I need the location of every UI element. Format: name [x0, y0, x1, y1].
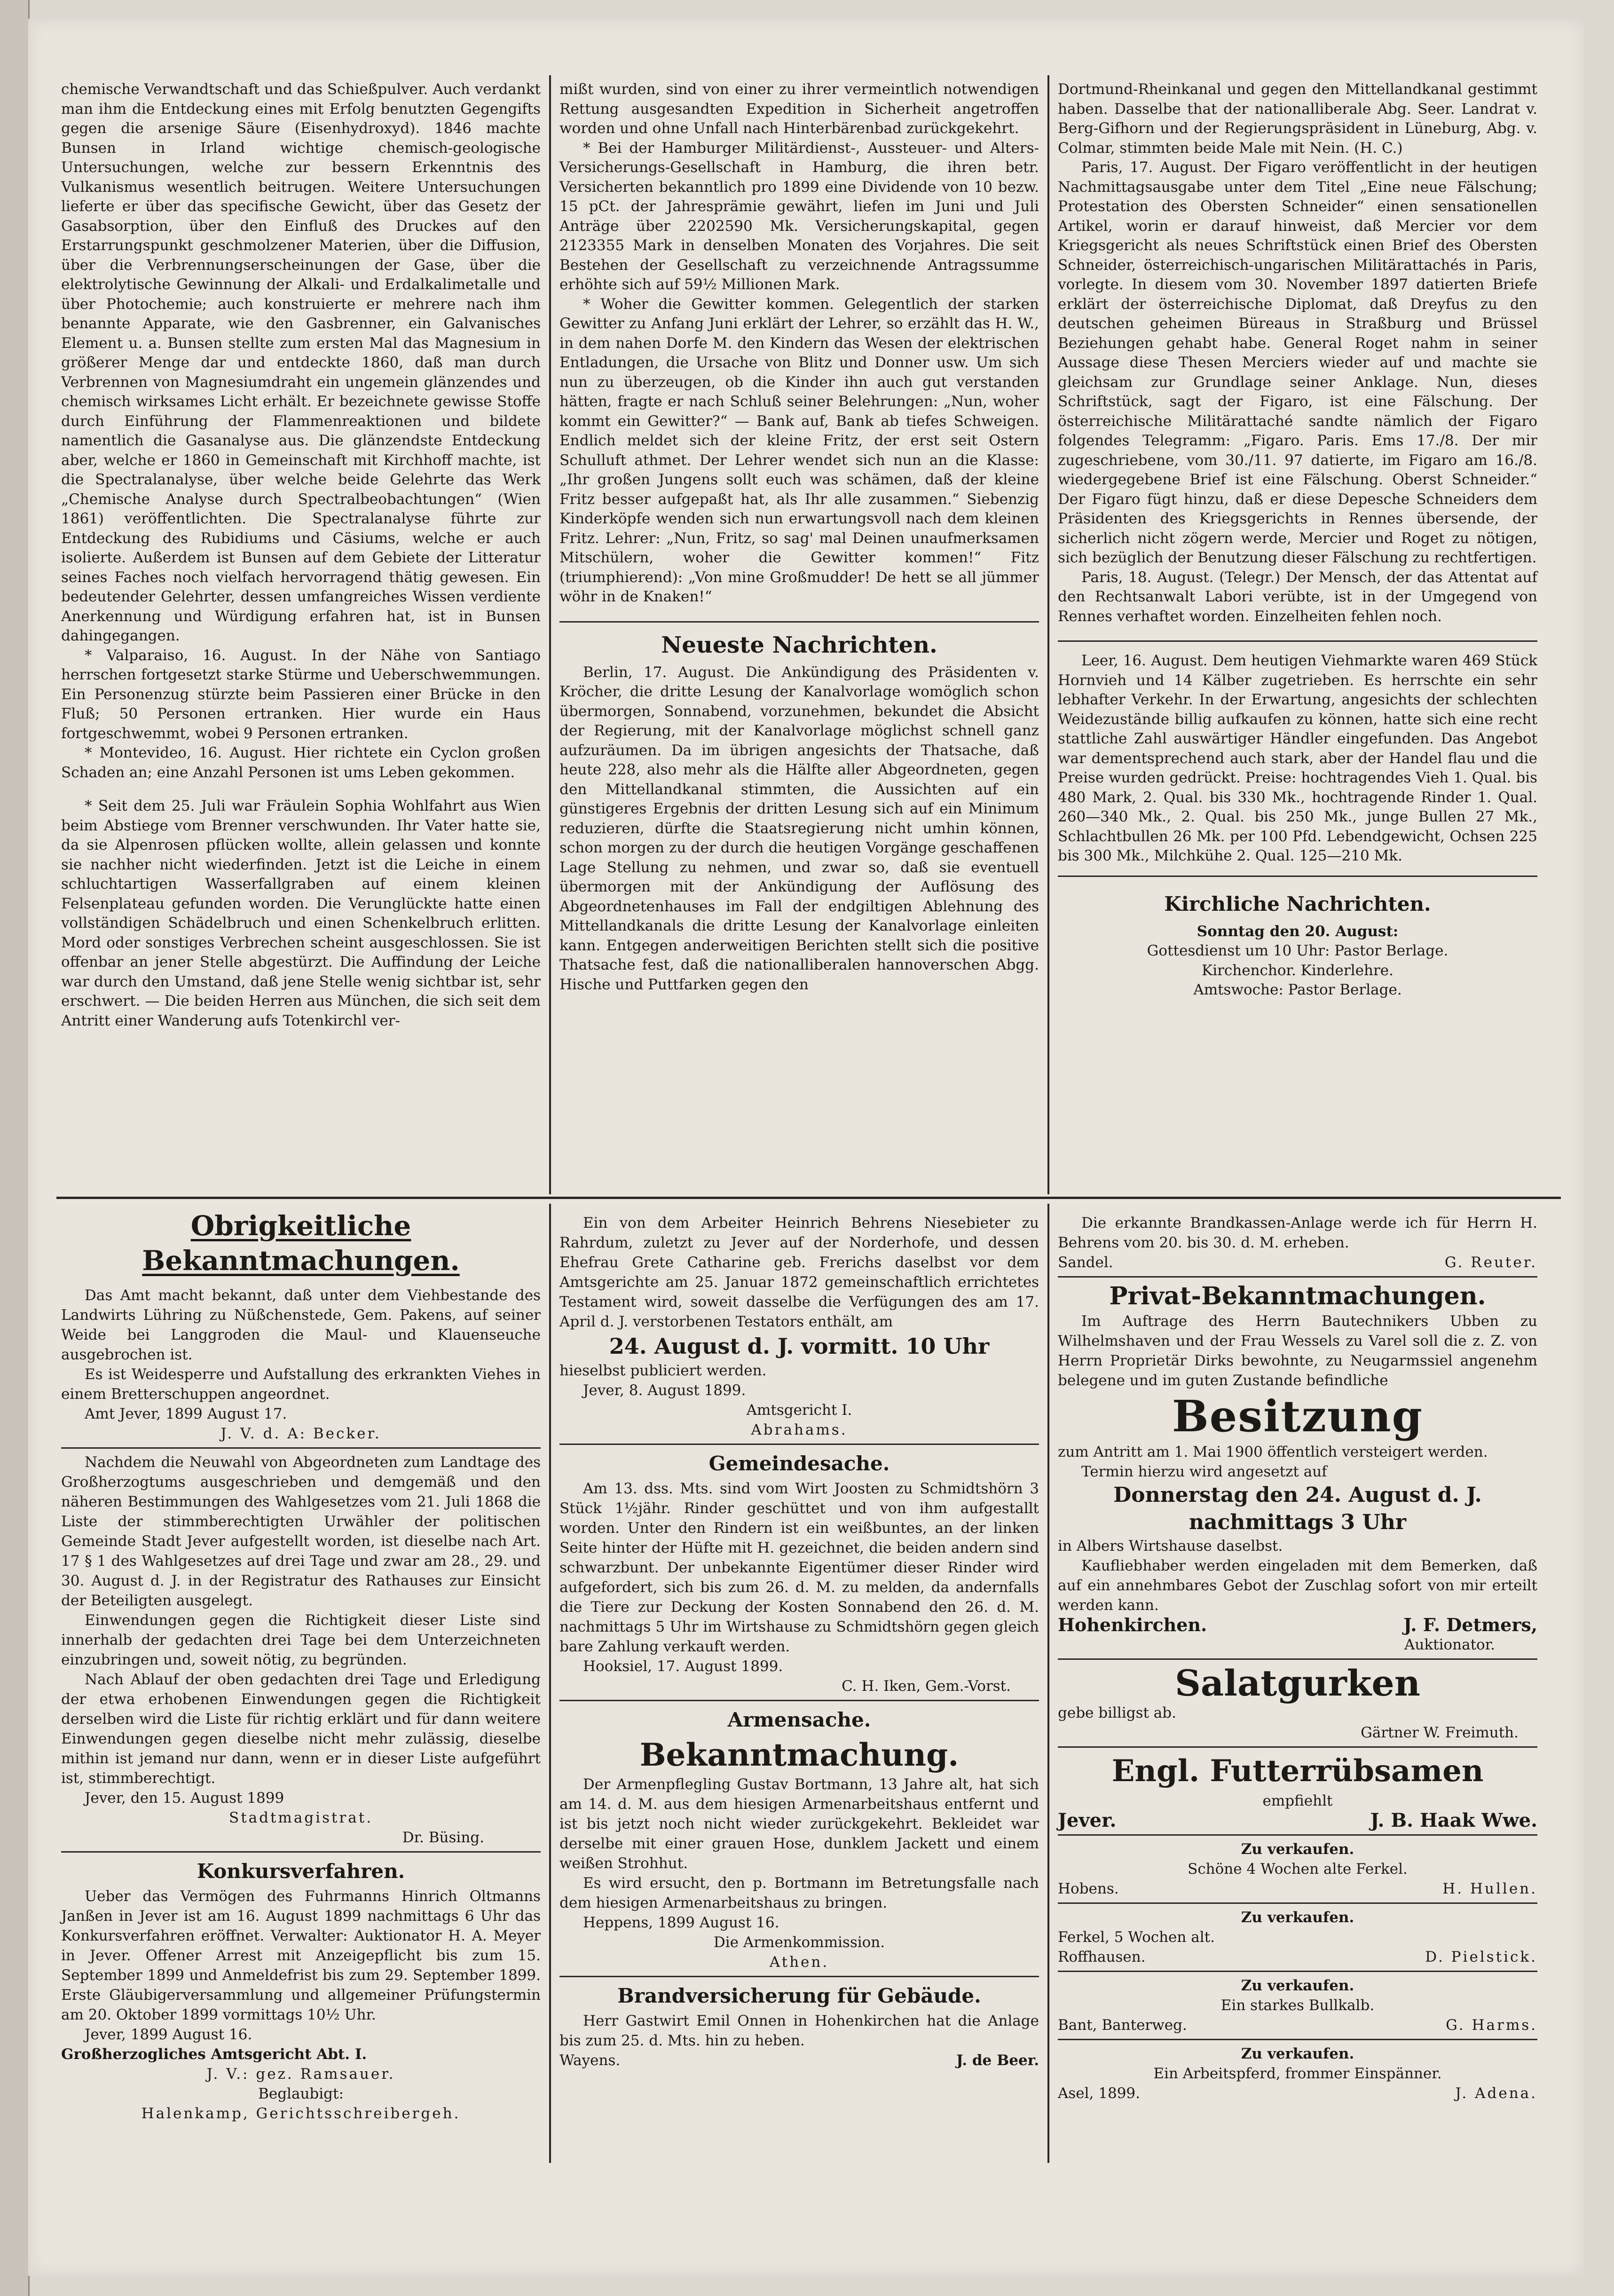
article-brenner-end: mißt wurden, sind von einer zu ihrer vermeintlich notwendigen Rettung ausgesandten Expedition in Sicherheit angetroffen worden und ohne Unfall nach Hinterbärenbad zurückgekehrt.: [559, 81, 1039, 137]
notice-konkurs: [61, 1851, 541, 2123]
notice-armen-sign: Athen.: [769, 1954, 829, 1971]
heading-zu-verkaufen: Zu verkaufen.: [1241, 2045, 1354, 2062]
notice-brand2-sign: G. Reuter.: [1444, 1254, 1537, 1271]
heading-salatgurken: Salatgurken: [1174, 1662, 1421, 1704]
notice-konkurs-text: Ueber das Vermögen des Fuhrmanns Hinrich Oltmanns Janßen in Jever ist am 16. August 1899 nachmittags 6 Uhr das Konkursverfahren eröffnet. Verwalter: Auktionator H. A. Meyer in Jever. Offener Arrest mit Anzeigepflicht bis zum 15. September 1899 und Anmeldefrist bis zum 29. September 1899. Erste Gläubigerversammlung und allgemeiner Prüfungstermin am 20. Oktober 1899 vormittags 10½ Uhr.: [61, 1888, 541, 2023]
newspaper-page: [28, 19, 1584, 2276]
column-divider: [549, 75, 551, 1194]
ads-column-1: [61, 1208, 541, 2123]
notice-gemeinde-sign: C. H. Iken, Gem.-Vorst.: [842, 1678, 1011, 1695]
heading-bekanntmachung: Bekanntmachung.: [639, 1736, 959, 1773]
notice-brand2: [1058, 1213, 1537, 1272]
notice-testament-sign: Abrahams.: [751, 1421, 848, 1438]
notice-privat-role: Auktionator.: [1404, 1636, 1495, 1653]
page-fold: [0, 0, 30, 2296]
ad-verkauf-text: Ein starkes Bullkalb.: [1220, 1997, 1375, 2014]
article-montevideo: * Montevideo, 16. August. Hier richtete ein Cyclon großen Schaden an; eine Anzahl Personen ist ums Leben gekommen.: [61, 744, 541, 781]
notice-seuche-sign: J. V. d. A: Becker.: [220, 1425, 381, 1442]
heading-konkurs: Konkursverfahren.: [197, 1860, 405, 1883]
notice-testament-date: Jever, 8. August 1899.: [583, 1382, 746, 1399]
ad-verkauf-sign: G. Harms.: [1446, 2017, 1537, 2034]
heading-armensache: Armensache.: [727, 1708, 871, 1731]
ads-column-3: [1058, 1213, 1537, 2103]
ad-salat-text: gebe billigst ab.: [1058, 1704, 1176, 1721]
notice-brand: [559, 1976, 1039, 2070]
ad-verkauf-text: Ein Arbeitspferd, frommer Einspänner.: [1153, 2065, 1442, 2082]
heading-zu-verkaufen: Zu verkaufen.: [1241, 1909, 1354, 1926]
article-berlin: Berlin, 17. August. Die Ankündigung des Präsidenten v. Kröcher, die dritte Lesung der Kanalvorlage womöglich schon übermorgen, Sonnabend, vorzunehmen, bekundet die Absicht der Regierung, mit der Kanalvorlage möglichst schnell ganz aufzuräumen. Da im übrigen angesichts der Thatsache, daß heute 228, also mehr als die Hälfte aller Abgeordneten, gegen den Mittellandkanal stimmten, die Aussichten auf ein günstigeres Ergebnis der dritten Lesung sich auf ein Minimum reduzieren, dürfte die Staatsregierung nicht umhin können, schon morgen zu der durch die heutigen Vorgänge geschaffenen Lage Stellung zu nehmen, und zwar so, daß sie eventuell übermorgen mit der Ankündigung der Auflösung des Abgeordnetenhauses im Fall der endgiltigen Ablehnung des Mittellandkanals die dritte Lesung der Kanalvorlage einleiten kann. Entgegen anderweitigen Berichten stellt sich die positive Thatsache fest, daß die nationalliberalen hannoverschen Abgg. Hische und Puttfarken gegen den: [559, 663, 1039, 993]
notice-konkurs-cert-sign: Halenkamp, Gerichtsschreibergeh.: [141, 2105, 461, 2122]
notice-wahl-org: Stadtmagistrat.: [228, 1809, 373, 1826]
notice-privat-text: Im Auftrage des Herrn Bautechnikers Ubben zu Wilhelmshaven und der Frau Wessels zu Varel soll die z. Z. von Herrn Proprietär Dirks bewohnte, zu Neugarmssiel angenehm belegene und im guten Zustande befindliche: [1058, 1313, 1537, 1389]
article-wohlfahrt: * Seit dem 25. Juli war Fräulein Sophia Wohlfahrt aus Wien beim Abstiege vom Brenner verschwunden. Ihr Vater hatte sie, da sie Alpenrosen pflücken wollte, allein gelassen und konnte sie nachher nicht wiederfinden. Jetzt ist die Leiche in einem schluchtartigen Wasserfallgraben auf einem kleinen Felsenplateau gefunden worden. Die Verunglückte hatte einen vollständigen Schädelbruch und einen Schenkelbruch erlitten. Mord oder sonstiges Verbrechen scheint ausgeschlossen. Sie ist offenbar an jener Stelle abgestürzt. Die Auffindung der Leiche war durch den Umstand, daß jene Stelle wenig sichtbar ist, sehr erschwert. — Die beiden Herren aus München, die sich seit dem Antritt einer Wanderung aufs Totenkirchl ver-: [61, 797, 541, 1029]
notice-konkurs-sign: J. V.: gez. Ramsauer.: [206, 2066, 395, 2083]
ad-verkauf-sign: H. Hullen.: [1442, 1880, 1537, 1897]
ad-verkauf-4: [1058, 2039, 1537, 2103]
notice-seuche-text: Das Amt macht bekannt, daß unter dem Viehbestande des Landwirts Lühring zu Nüßchenstede, Gem. Pakens, auf seiner Weide bei Langgroden die Maul- und Klauenseuche ausgebrochen ist.: [61, 1287, 541, 1363]
ad-verkauf-place: Asel, 1899.: [1058, 2085, 1141, 2102]
column-divider: [1047, 75, 1049, 1194]
kirchliche-nachrichten: [1058, 876, 1537, 1000]
heading-obrigkeitliche: Obrigkeitliche Bekanntmachungen.: [142, 1210, 460, 1277]
heading-kirchliche: Kirchliche Nachrichten.: [1164, 892, 1431, 915]
notice-privat: [1058, 1276, 1537, 1655]
notice-gemeinde-date: Hooksiel, 17. August 1899.: [583, 1658, 783, 1675]
notice-gemeinde-text: Am 13. dss. Mts. sind vom Wirt Joosten zu Schmidtshörn 3 Stück 1½jähr. Rinder geschüttet und von ihm aufgestallt worden. Unter den Rindern ist ein weißbuntes, an der linken Seite hinter der Hüfte mit H. gezeichnet, die beiden andern sind schwarzbunt. Der unbekannte Eigentümer dieser Rinder wird aufgefordert, sich bis zum 26. d. M. zu melden, da andernfalls die Tiere zur Deckung der Kosten Sonnabend den 26. d. M. nachmittags 5 Uhr im Wirtshause zu Schmidtshörn gegen gleich bare Zahlung verkauft werden.: [559, 1480, 1039, 1655]
notice-brand2-text: Die erkannte Brandkassen-Anlage werde ich für Herrn H. Behrens vom 20. bis 30. d. M. erheben.: [1058, 1215, 1537, 1251]
ad-verkauf-text: Schöne 4 Wochen alte Ferkel.: [1188, 1861, 1408, 1878]
article-hamburger: * Bei der Hamburger Militärdienst-, Aussteuer- und Alters-Versicherungs-Gesellschaft in Hamburg, die ihren betr. Versicherten bekanntlich pro 1899 eine Dividende von 10 bezw. 15 pCt. der Jahresprämie gewährt, liefen im Juni und Juli Anträge über 2202590 Mk. Versicherungskapital, gegen 2123355 Mark in denselben Monaten des Vorjahres. Die seit Bestehen der Gesellschaft zu verzeichnende Antragssumme erhöhte sich auf 59½ Millionen Mark.: [559, 139, 1039, 293]
ad-salat: [1058, 1658, 1537, 1743]
notice-wahl-text3: Nach Ablauf der oben gedachten drei Tage und Erledigung der etwa erhobenen Einwendungen gegen die Richtigkeit derselben wird die Liste für richtig erklärt und für dann weitere Einwendungen gegen dieselbe nicht mehr zulässig, dieselbe mithin ist jemand nur dann, wenn er in dieser Liste aufgeführt ist, stimmberechtigt.: [61, 1671, 541, 1787]
article-gewitter: * Woher die Gewitter kommen. Gelegentlich der starken Gewitter zu Anfang Juni erklärt der Lehrer, so erzählt das H. W., in dem nahen Dorfe M. den Kindern das Wesen der elektrischen Entladungen, die Ursache von Blitz und Donner usw. Um sich nun zu überzeugen, ob die Kinder ihn auch gut verstanden hätten, fragte er nach Schluß seiner Belehrungen: „Nun, woher kommt ein Gewitter?“ — Bank auf, Bank ab tiefes Schweigen. Endlich meldet sich der kleine Fritz, der erst seit Ostern Schulluft athmet. Der Lehrer wendet sich nun an die Klasse: „Ihr großen Jungens sollt euch was schämen, daß der kleine Fritz besser aufgepaßt hat, als Ihr alle zusammen.“ Siebenzig Kinderköpfe wenden sich nun erwartungsvoll nach dem kleinen Fritz. Lehrer: „Nun, Fritz, so sag' mal Deinen unaufmerksamen Mitschülern, woher die Gewitter kommen!“ Fitz (triumphierend): „Von mine Großmudder! De hett se all jümmer wöhr in de Knaken!“: [559, 295, 1039, 605]
ad-verkauf-1: [1058, 1834, 1537, 1899]
article-paris-figaro: Paris, 17. August. Der Figaro veröffentlicht in der heutigen Nachmittagsausgabe unter dem Titel „Eine neue Fälschung; Protestation des Obersten Schneider“ einen sensationellen Artikel, worin er darauf hinweist, daß Mercier vor dem Kriegsgericht als neues Schriftstück einen Brief des Obersten Schneider, österreichisch-ungarischen Militärattachés in Paris, vorlegte. In diesem vom 30. November 1897 datierten Briefe erklärt der österreichische Diplomat, daß Dreyfus zu den deutschen geheimen Büreaus in Straßburg und Brüssel Beziehungen gehabt habe. General Roget nahm in seiner Aussage diese Thesen Merciers wieder auf und machte sie gleichsam zur Grundlage seiner Anklage. Nun, dieses Schriftstück, sagt der Figaro, ist eine Fälschung. Der österreichische Militärattaché sandte nämlich der Figaro folgendes Telegramm: „Figaro. Paris. Ems 17./8. Der mir zugeschriebene, vom 30./11. 97 datierte, im Figaro am 16./8. wiedergegebene Brief ist eine Fälschung. Oberst Schneider.“ Der Figaro fügt hinzu, daß er diese Depesche Schneiders dem Präsidenten des Kriegsgerichts in Rennes übersende, der sicherlich nicht zögern werde, Mercier und Roget zu nötigen, sich bezüglich der Benutzung dieser Fälschung zu rechtfertigen.: [1058, 159, 1537, 566]
notice-brand2-sig: [1058, 1253, 1537, 1272]
notice-konkurs-org: Großherzogliches Amtsgericht Abt. I.: [61, 2046, 367, 2063]
notice-wahl-date: Jever, den 15. August 1899: [85, 1790, 284, 1807]
notice-testament-text2: hieselbst publiciert werden.: [559, 1362, 767, 1379]
article-berlin-end: Dortmund-Rheinkanal und gegen den Mittellandkanal gestimmt haben. Dasselbe that der nationalliberale Abg. Seer. Landrat v. Berg-Gifhorn und der Regierungspräsident in Lüneburg, Abg. v. Colmar, stimmten beide Male mit Nein. (H. C.): [1058, 81, 1537, 157]
article-leer: Leer, 16. August. Dem heutigen Viehmarkte waren 469 Stück Hornvieh und 14 Kälber zugetrieben. Es herrschte ein sehr lebhafter Verkehr. In der Erwartung, angesichts der schlechten Weidezustände billig aufkaufen zu können, hatte sich eine recht stattliche Zahl auswärtiger Händler eingefunden. Das Angebot war dementsprechend auch stark, aber der Handel flau und die Preise wurden gedrückt. Preise: hochtragendes Vieh 1. Qual. bis 480 Mark, 2. Qual. bis 330 Mk., hochtragende Rinder 1. Qual. 260—340 Mk., 2. Qual. bis 250 Mk., junge Bullen 27 Mk., Schlachtbullen 26 Mk. per 100 Pfd. Lebendgewicht, Ochsen 225 bis 300 Mk., Milchkühe 2. Qual. 125—210 Mk.: [1058, 640, 1537, 866]
notice-privat-text4: in Albers Wirtshause daselbst.: [1058, 1538, 1283, 1554]
heading-besitzung: Besitzung: [1172, 1391, 1423, 1442]
notice-privat-text3: Termin hierzu wird angesetzt auf: [1081, 1463, 1327, 1480]
notice-testament-text: Ein von dem Arbeiter Heinrich Behrens Niesebieter zu Rahrdum, zuletzt zu Jever auf der Norderhofe, und dessen Ehefrau Grete Catharine geb. Frerichs daselbst vor dem Amtsgerichte am 25. Januar 1872 gemeinschaftlich errichtetes Testament wird, soweit dasselbe die Verfügungen des am 17. April d. J. verstorbenen Testators enthält, am: [559, 1215, 1039, 1330]
notice-armen: [559, 1700, 1039, 1972]
notice-testament: [559, 1213, 1039, 1440]
ad-salat-sign: Gärtner W. Freimuth.: [1361, 1724, 1519, 1741]
notice-armen-text: Der Armenpflegling Gustav Bortmann, 13 Jahre alt, hat sich am 14. d. M. aus dem hiesigen Armenarbeitshaus entfernt und ist bis jetzt noch nicht wieder zurückgekehrt. Bekleidet war derselbe mit einer grauen Hose, dunklem Jackett und einem weißen Strohhut.: [559, 1776, 1039, 1872]
notice-armen-org: Die Armenkommission.: [713, 1934, 885, 1951]
notice-wahl: [61, 1447, 541, 1847]
notice-seuche: [61, 1282, 541, 1444]
notice-konkurs-date: Jever, 1899 August 16.: [85, 2026, 252, 2043]
article-valparaiso: * Valparaiso, 16. August. In der Nähe von Santiago herrschen fortgesetzt starke Stürme und Ueberschwemmungen. Ein Personenzug stürzte beim Passieren einer Brücke in den Fluß; 50 Personen ertranken. Hier wurde ein Haus fortgeschwemmt, wobei 9 Personen ertranken.: [61, 647, 541, 742]
ad-verkauf-2: [1058, 1902, 1537, 1967]
ad-verkauf-sign: D. Pielstick.: [1425, 1949, 1537, 1965]
heading-neueste-nachrichten: Neueste Nachrichten.: [559, 621, 1039, 658]
column-2: [559, 80, 1039, 994]
heading-zu-verkaufen: Zu verkaufen.: [1241, 1841, 1354, 1858]
column-1: [61, 80, 541, 1031]
notice-wahl-text: Nachdem die Neuwahl von Abgeordneten zum Landtage des Großherzogtums ausgeschrieben und demgemäß und den näheren Bestimmungen des Wahlgesetzes vom 21. Juli 1868 die Liste der stimmberechtigten Urwähler der politischen Gemeinde Stadt Jever aufgestellt worden, ist dieselbe nach Art. 17 § 1 des Wahlgesetzes auf drei Tage und zwar am 28., 29. und 30. August d. J. in der Registratur des Rathauses zur Einsicht der Beteiligten ausgelegt.: [61, 1454, 541, 1609]
ad-futter-text: empfiehlt: [1262, 1792, 1333, 1809]
notice-privat-date2: nachmittags 3 Uhr: [1189, 1510, 1407, 1534]
ad-verkauf-sign: J. Adena.: [1455, 2085, 1537, 2102]
notice-konkurs-cert: Beglaubigt:: [258, 2085, 344, 2102]
kirchlich-sonntag: Sonntag den 20. August:: [1197, 923, 1399, 940]
kirchlich-amtswoche: Amtswoche: Pastor Berlage.: [1193, 981, 1402, 998]
column-3: [1058, 80, 1537, 1000]
notice-testament-org: Amtsgericht I.: [746, 1402, 852, 1419]
kirchlich-gottesdienst: Gottesdienst um 10 Uhr: Pastor Berlage.: [1147, 942, 1449, 959]
ad-verkauf-text: Ferkel, 5 Wochen alt.: [1058, 1929, 1215, 1946]
column-divider: [549, 1204, 551, 2163]
heading-futterruebsamen: Engl. Futterrübsamen: [1111, 1753, 1484, 1789]
ad-futter-place: Jever.: [1058, 1809, 1117, 1831]
notice-brand-text: Herr Gastwirt Emil Onnen in Hohenkirchen hat die Anlage bis zum 25. d. Mts. hin zu heben.: [559, 2012, 1039, 2049]
article-bunsen: chemische Verwandtschaft und das Schießpulver. Auch verdankt man ihm die Entdeckung eines mit Erfolg benutzten Gegengifts gegen die arsenige Säure (Eisenhydroxyd). 1846 machte Bunsen in Irland wichtige chemisch-geologische Untersuchungen, welche zur bessern Erkenntnis des Vulkanismus wesentlich beitrugen. Weitere Untersuchungen lieferte er über das specifische Gewicht, über das Gesetz der Gasabsorption, über den Einfluß des Druckes auf den Erstarrungspunkt geschmolzener Materien, über die Diffusion, über die Verbrennungserscheinungen der Gase, über die elektrolytische Gewinnung der Alkali- und Erdalkalimetalle und über Photochemie; auch konstruierte er mehrere nach ihm benannte Apparate, wie den Gasbrenner, ein Galvanisches Element u. a. Bunsen stellte zum ersten Mal das Magnesium in größerer Menge dar und entdeckte 1860, daß man durch Verbrennen von Magnesiumdraht ein ungemein glänzendes und chemisch wirksames Licht erhält. Er bezeichnete gewisse Stoffe durch Einführung der Flammenreaktionen und bildete namentlich die Gasanalyse aus. Die glänzendste Entdeckung aber, welche er 1860 in Gemeinschaft mit Kirchhoff machte, ist die Spectralanalyse, über welche beide Gelehrte das Werk „Chemische Analyse durch Spectralbeobachtungen“ (Wien 1861) veröffentlichten. Die Spectralanalyse führte zur Entdeckung des Rubidiums und Cäsiums, welche er auch isolierte. Außerdem ist Bunsen auf dem Gebiete der Litteratur seines Faches noch vielfach hervorragend thätig gewesen. Ein bedeutender Gelehrter, dessen umfangreiches Wissen verdiente Anerkennung und Würdigung erfahren hat, ist in Bunsen dahingegangen.: [61, 81, 541, 644]
notice-privat-sign: J. F. Detmers,: [1403, 1614, 1537, 1635]
notice-gemeinde: [559, 1444, 1039, 1696]
ads-column-2: [559, 1213, 1039, 2070]
notice-privat-place: Hohenkirchen.: [1058, 1614, 1207, 1635]
heading-brandversicherung: Brandversicherung für Gebäude.: [617, 1984, 981, 2007]
ad-verkauf-place: Bant, Banterweg.: [1058, 2017, 1187, 2034]
notice-seuche-text2: Es ist Weidesperre und Aufstallung des erkrankten Viehes in einem Bretterschuppen angeordnet.: [61, 1366, 541, 1403]
ad-futter: [1058, 1746, 1537, 1830]
kirchlich-kirchenchor: Kirchenchor. Kinderlehre.: [1202, 962, 1394, 979]
notice-brand-sign: J. de Beer.: [956, 2052, 1039, 2069]
column-divider: [1047, 1204, 1049, 2163]
notice-privat-sig: [1058, 1615, 1537, 1635]
notice-testament-date-big: 24. August d. J. vormitt. 10 Uhr: [609, 1333, 990, 1359]
ad-verkauf-place: Hobens.: [1058, 1880, 1119, 1897]
notice-privat-date1: Donnerstag den 24. August d. J.: [1113, 1483, 1482, 1507]
notice-armen-date: Heppens, 1899 August 16.: [583, 1914, 779, 1931]
article-paris-attentat: Paris, 18. August. (Telegr.) Der Mensch, der das Attentat auf den Rechtsanwalt Labori verübte, ist in der Umgegend von Rennes verhaftet worden. Einzelheiten fehlen noch.: [1058, 568, 1537, 625]
notice-privat-text2: zum Antritt am 1. Mai 1900 öffentlich versteigert werden.: [1058, 1444, 1488, 1460]
heading-zu-verkaufen: Zu verkaufen.: [1241, 1977, 1354, 1994]
notice-wahl-text2: Einwendungen gegen die Richtigkeit dieser Liste sind innerhalb der gedachten drei Tage bei dem Unterzeichneten einzubringen und, soweit nötig, zu begründen.: [61, 1612, 541, 1668]
ad-verkauf-3: [1058, 1971, 1537, 2035]
notice-seuche-date: Amt Jever, 1899 August 17.: [85, 1405, 287, 1422]
section-rule: [56, 1197, 1561, 1199]
heading-privat: Privat-Bekanntmachungen.: [1109, 1282, 1486, 1310]
notice-brand-place: Wayens.: [559, 2052, 621, 2069]
notice-privat-text5: Kaufliebhaber werden eingeladen mit dem Bemerken, daß auf ein annehmbares Gebot der Zuschlag sofort von mir erteilt werden kann.: [1058, 1557, 1537, 1614]
notice-wahl-sign: Dr. Büsing.: [402, 1829, 484, 1846]
notice-brand2-place: Sandel.: [1058, 1254, 1113, 1271]
ad-futter-sig: [1058, 1811, 1537, 1830]
notice-brand-sig: [559, 2051, 1039, 2070]
ad-verkauf-place: Roffhausen.: [1058, 1949, 1146, 1965]
heading-gemeindesache: Gemeindesache.: [709, 1452, 890, 1475]
ad-futter-sign: J. B. Haak Wwe.: [1370, 1809, 1537, 1831]
notice-armen-text2: Es wird ersucht, den p. Bortmann im Betretungsfalle nach dem hiesigen Armenarbeitshaus zu bringen.: [559, 1875, 1039, 1911]
